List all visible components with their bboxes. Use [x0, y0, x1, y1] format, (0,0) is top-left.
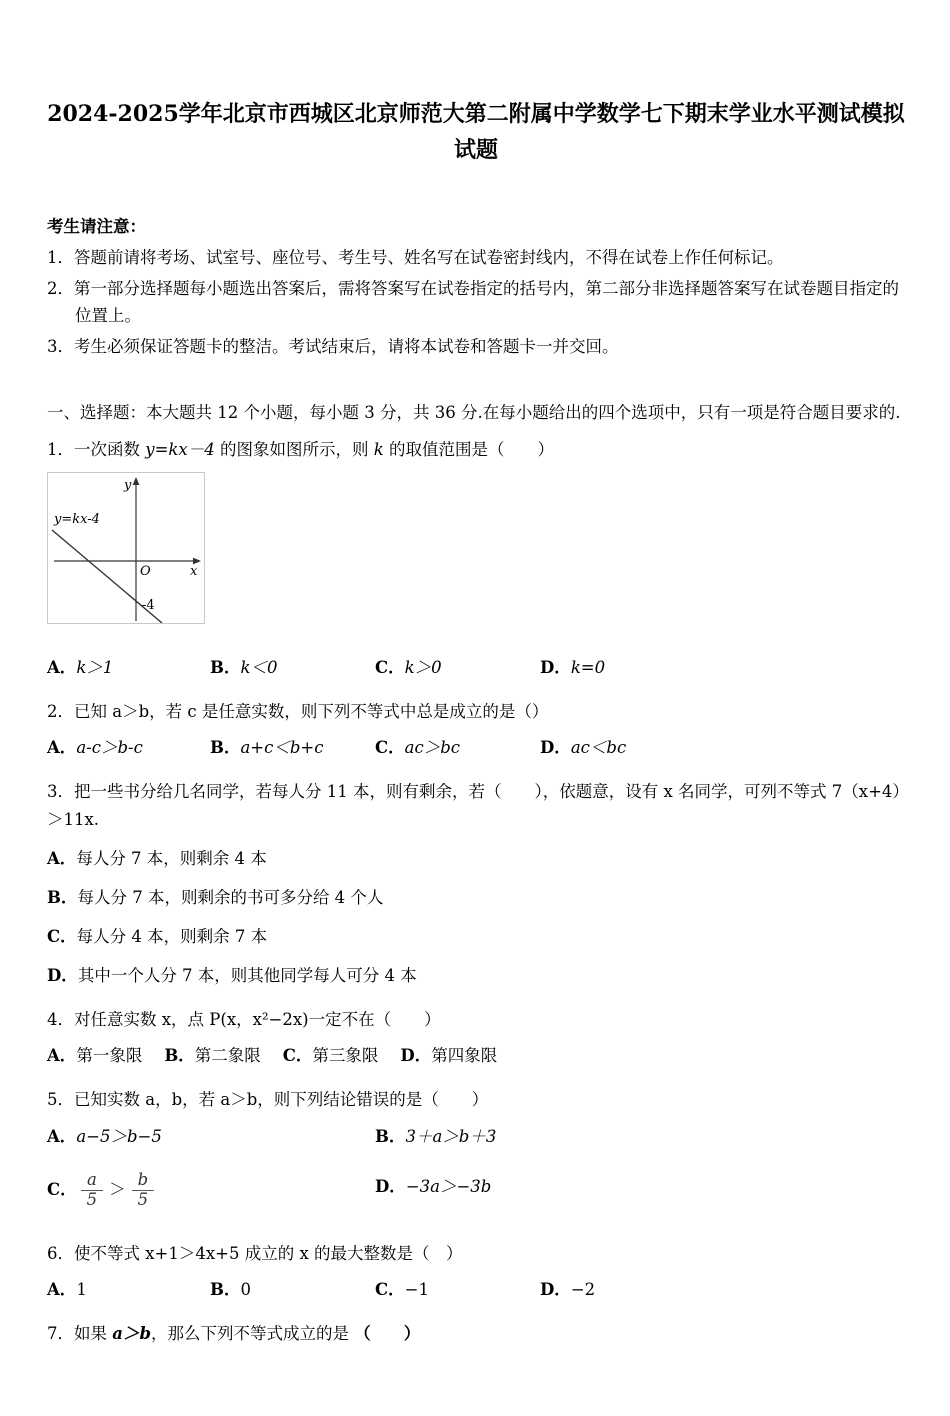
q1-pre: 1．一次函数 — [47, 439, 146, 459]
question-5 — [47, 1086, 905, 1209]
q4-option-c: C．第三象限 — [282, 1046, 379, 1066]
q6-option-b: B．0 — [210, 1279, 251, 1299]
section-heading: 一、选择题：本大题共 12 个小题，每小题 3 分，共 36 分.在每小题给出的四个选项中，只有一项是符合题目要求的. — [47, 402, 901, 422]
comparison-sign: ＞ — [109, 1179, 126, 1199]
function-graph — [47, 472, 205, 624]
q2-option-d: D．ac＜bc — [540, 738, 627, 758]
notice-item-1: 1．答题前请将考场、试室号、座位号、考生号、姓名写在试卷密封线内，不得在试卷上作任何标记。 — [47, 247, 784, 267]
q1-option-a: A．k＞1 — [47, 657, 114, 677]
q6-option-c: C．−1 — [375, 1279, 429, 1299]
line-equation-label: y=kx-4 — [54, 511, 100, 527]
question-3 — [47, 778, 905, 990]
exam-title: 2024-2025学年北京市西城区北京师范大第二附属中学数学七下期末学业水平测试模拟试题 — [47, 101, 905, 164]
y-axis-label: y — [124, 477, 132, 493]
question-1-options — [47, 654, 905, 682]
question-1-text — [47, 436, 905, 464]
notice-item-3: 3．考生必须保证答题卡的整洁。考试结束后，请将本试卷和答题卡一并交回。 — [47, 337, 619, 357]
q2-option-c: C．ac＞bc — [375, 738, 461, 758]
notice-section — [47, 213, 905, 361]
question-2-text: 2．已知 a＞b，若 c 是任意实数，则下列不等式中总是成立的是（） — [47, 702, 549, 721]
question-2 — [47, 698, 905, 762]
question-6-text: 6．使不等式 x+1＞4x+5 成立的 x 的最大整数是（ ） — [47, 1243, 463, 1263]
q3-option-a: A．每人分 7 本，则剩余 4 本 — [47, 849, 267, 869]
fraction-b-over-5: $\frac{b}{5}$ — [132, 1171, 155, 1210]
q6-option-d: D．−2 — [540, 1279, 596, 1299]
origin-label: O — [140, 563, 151, 579]
q5-option-b: B．3＋a＞b＋3 — [375, 1126, 497, 1146]
q7-paren: （ ） — [354, 1323, 421, 1343]
q1-option-d: D．k=0 — [540, 657, 606, 677]
x-axis-label: x — [190, 563, 198, 579]
y-axis-arrow — [133, 477, 140, 485]
q1-option-c: C．k＞0 — [375, 657, 442, 677]
question-4-text: 4．对任意实数 x，点 P(x，x²−2x)一定不在（ ） — [47, 1010, 441, 1030]
question-1 — [47, 436, 905, 682]
q5-option-c: C． $\frac{a}{5}$ ＞ $\frac{b}{5}$ — [47, 1171, 375, 1210]
q7-mid: ，那么下列不等式成立的是 — [150, 1323, 355, 1343]
question-6 — [47, 1240, 905, 1304]
q1-post: 的取值范围是（ ） — [383, 439, 554, 459]
question-3-text: 3．把一些书分给几名同学，若每人分 11 本，则有剩余，若（ ），依题意，设有 x 名同学，可列不等式 7（x+4）＞11x. — [47, 782, 901, 830]
question-7-text — [47, 1320, 905, 1348]
question-7 — [47, 1320, 905, 1348]
question-6-options — [47, 1276, 905, 1304]
q1-option-b: B．k＜0 — [210, 657, 278, 677]
q3-option-b: B．每人分 7 本，则剩余的书可多分给 4 个人 — [47, 888, 384, 908]
q1-var: k — [373, 439, 384, 459]
question-4 — [47, 1006, 905, 1070]
q7-pre: 7．如果 — [47, 1323, 113, 1343]
q1-mid: 的图象如图所示，则 — [214, 439, 374, 459]
q3-option-c: C．每人分 4 本，则剩余 7 本 — [47, 927, 268, 947]
q2-option-a: A．a-c＞b-c — [47, 738, 143, 758]
question-3-options — [47, 845, 905, 990]
question-5-text: 5．已知实数 a，b，若 a＞b，则下列结论错误的是（ ） — [47, 1090, 489, 1110]
notice-heading: 考生请注意： — [47, 216, 146, 236]
q7-inequality: a＞b — [112, 1323, 151, 1343]
question-5-options — [47, 1123, 905, 1210]
notice-item-2: 2．第一部分选择题每小题选出答案后，需将答案写在试卷指定的括号内，第二部分非选择题答案写在试卷题目指定的位置上。 — [47, 279, 899, 326]
q5-option-d: D．−3a＞−3b — [375, 1177, 492, 1196]
fraction-a-over-5: $\frac{a}{5}$ — [81, 1171, 104, 1210]
q6-option-a: A．1 — [47, 1279, 87, 1299]
q2-option-b: B．a+c＜b+c — [210, 738, 324, 758]
linear-function-plot — [48, 473, 204, 623]
q5-option-a: A．a−5＞b−5 — [47, 1126, 162, 1146]
question-4-options — [47, 1042, 905, 1070]
q3-option-d: D．其中一个人分 7 本，则其他同学每人可分 4 本 — [47, 966, 417, 986]
q1-function: y=kx－4 — [145, 439, 215, 459]
q4-option-a: A．第一象限 — [47, 1046, 143, 1066]
q4-option-b: B．第二象限 — [164, 1046, 261, 1066]
q4-option-d: D．第四象限 — [400, 1046, 498, 1066]
intercept-label: -4 — [142, 597, 155, 613]
question-2-options — [47, 734, 905, 762]
